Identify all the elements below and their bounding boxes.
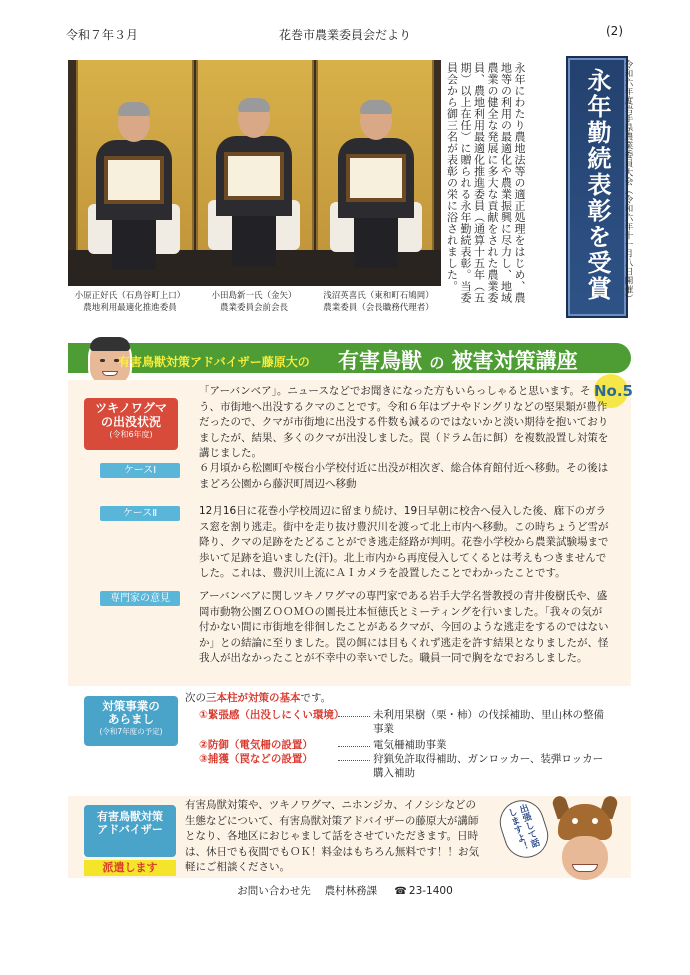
award-subtitle: 令和六年度岩手県農業委員大会（令和六年十一月八日開催） xyxy=(623,60,633,303)
speech-bubble: 出張して話しますよ！ xyxy=(494,795,554,864)
measures-tag: 対策事業の あらまし (令和7年度の予定) xyxy=(84,696,178,746)
advisor-tag: 有害鳥獣対策 アドバイザー xyxy=(84,805,176,857)
bear-status-intro: 「アーバンベア」。ニュースなどでお聞きになった方もいらっしゃると思います。そう、市街地へ出没するクマのことです。令和６年はブナやドングリなどの堅果類が豊作だったので、クマが市街地に出没する件数も減るのではないかと淡い期待を抱いておりましたが、結果、多くのクマが出没しました。罠（ドラム缶に餌）を複数設置し対策を講じました。 xyxy=(199,385,609,459)
dispatch-label: 派遣します xyxy=(84,860,176,876)
caption-recipient-3: 浅沼英喜氏（東和町石鳩岡） 農業委員（会長職務代理者） xyxy=(323,291,434,313)
measure-item-2: ②防御（電気柵の設置） xyxy=(199,739,313,751)
phone-icon: ☎ xyxy=(394,886,407,897)
award-body-text: 永年にわたり農地法等の適正処理をはじめ、農地等の利用の最適化や農業振興に尽力し、地域農業の健全な発展に多大な貢献をされた農業委員、農地利用最適化推進委員（通算十五年（五期）以上在任）に贈られる永年勤続表彰。当委員会から御三名が表彰の栄に浴されました。 xyxy=(445,62,526,304)
measure-detail-2: 電気柵補助事業 xyxy=(373,739,447,751)
recipient-figure xyxy=(330,72,422,272)
measure-detail-1: 未利用果樹（栗・柿）の伐採補助、里山林の整備事業 xyxy=(373,709,604,735)
award-photo xyxy=(68,60,441,286)
advisor-text: 有害鳥獣対策や、ツキノワグマ、ニホンジカ、イノシシなどの生態などについて、有害鳥獣対策アドバイザーの藤原大が講師となり、各地区におじゃまして話をさせていただきます。日時は、休日でも夜間でもＯＫ！料金はもちろん無料です！！お気軽にご相談ください。 xyxy=(185,799,479,873)
recipient-figure xyxy=(88,74,180,274)
case1-tag: ケースⅠ xyxy=(100,463,180,478)
contact-line: お問い合わせ先 農村林務課 ☎ 23-1400 xyxy=(237,885,453,897)
caption-recipient-1: 小原正好氏（石鳥谷町上口） 農地利用最適化推進委員 xyxy=(74,291,186,313)
issue-date: 令和７年３月 xyxy=(66,28,139,42)
expert-text: アーバンベアに関しツキノワグマの専門家である岩手大学名誉教授の青井俊樹氏や、盛岡市動物公園ＺＯＯＭＯの園長辻本恒徳氏とミーティングを行いました。「我々の気が付かない間に市街地を徘徊したことがあるクマが、今回のような逃走をするのではないか」との結論に至りました。罠の餌には目もくれず逃走を許す結果となりましたが、怪我人が出なかったことが不幸中の幸いでした。職員一同で胸をなでおろしました。 xyxy=(199,590,609,664)
case1-text: ６月頃から松園町や桜台小学校付近に出没が相次ぎ、総合体育館付近へ移動。その後はまどろ公園から藤沢町周辺へ移動 xyxy=(199,462,609,490)
bear-status-tag: ツキノワグマ の出没状況 (令和6年度) xyxy=(84,398,178,450)
measures-intro: 次の三本柱が対策の基本です。 xyxy=(185,692,332,704)
measure-item-3: ③捕獲（罠などの設置） xyxy=(199,753,313,765)
case2-tag: ケースⅡ xyxy=(100,506,180,521)
recipient-figure xyxy=(208,70,300,270)
page-number: (2) xyxy=(606,24,623,38)
banner-title: 有害鳥獣 の 被害対策講座 xyxy=(338,349,578,373)
leader-dots xyxy=(338,716,370,717)
banner-prefix: 有害鳥獣対策アドバイザー藤原大の xyxy=(118,355,310,369)
leader-dots xyxy=(338,746,370,747)
boar-mascot-illustration xyxy=(554,796,616,882)
phone-number: 23-1400 xyxy=(408,885,453,897)
leader-dots xyxy=(338,760,370,761)
issue-number-badge: No.5 xyxy=(594,374,628,408)
caption-recipient-2: 小田島新一氏（金矢） 農業委員会前会長 xyxy=(211,291,297,313)
expert-tag: 専門家の意見 xyxy=(100,591,180,606)
measure-detail-3: 狩猟免許取得補助、ガンロッカー、装弾ロッカー購入補助 xyxy=(373,753,604,779)
award-title: 永年勤続表彰を受賞 xyxy=(583,68,612,302)
measure-item-1: ①緊張感（出没しにくい環境） xyxy=(199,709,345,721)
award-title-box xyxy=(566,56,628,318)
newsletter-title: 花巻市農業委員会だより xyxy=(278,28,411,42)
case2-text: 12月16日に花巻小学校周辺に留まり続け、19日早朝に校舎へ侵入した後、廊下のガラス窓を割り逃走。街中を走り抜け豊沢川を渡って北上市内へ移動。この時ちょうど雪が降り、クマの足跡をたどることができ逃走経路が判明。花巻小学校から農業試験場まで歩いて足跡を追いました(汗)。北上市内から再度侵入してくるとは考えもつきませんでした。これは、豊沢川上流にＡＩカメラを設置したことでわかったことです。 xyxy=(199,505,609,579)
